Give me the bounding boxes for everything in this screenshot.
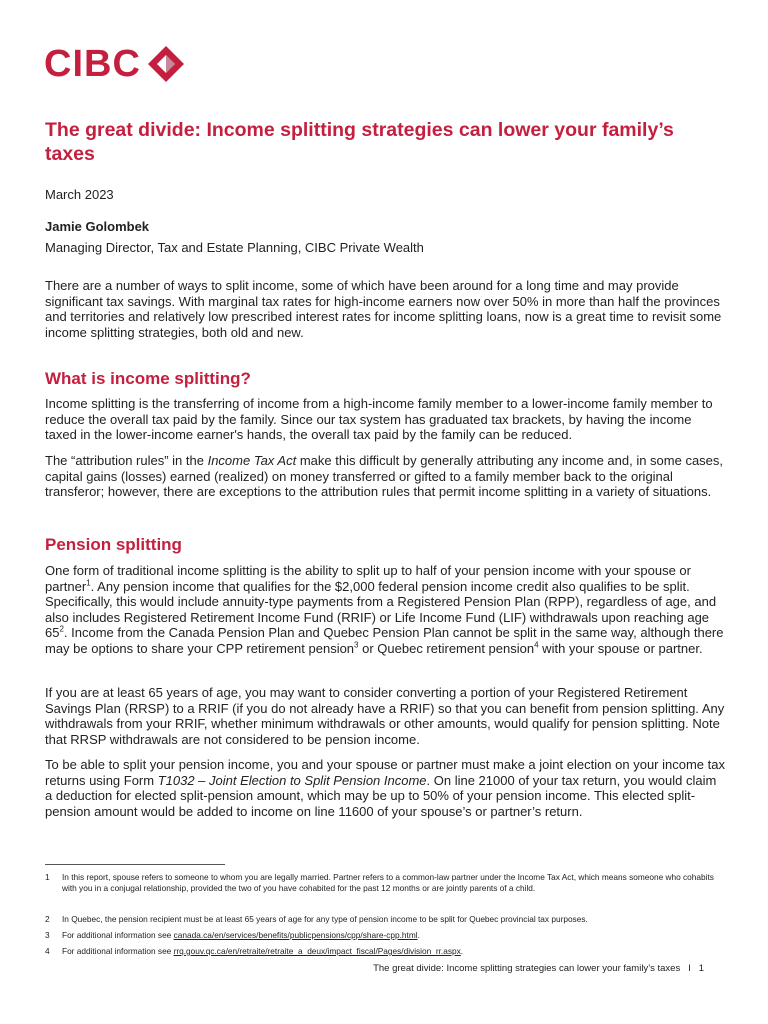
- author-name: Jamie Golombek: [45, 219, 150, 234]
- page-footer: [373, 963, 704, 974]
- author-role: Managing Director, Tax and Estate Planning, CIBC Private Wealth: [45, 240, 424, 255]
- footnote-3: 3 For additional information see canada.ca/en/services/benefits/publicpensions/cpp/share-cpp.html.: [45, 930, 420, 940]
- intro-paragraph: There are a number of ways to split income, some of which have been around for a long time and may provide significant tax savings. With marginal tax rates for high-income earners now over 50% in more than half the provinces and territories and relatively low prescribed interest rates for income splitting loans, now is a great time to revisit some income splitting strategies, both old and new.: [45, 278, 722, 340]
- footnote-2: 2 In Quebec, the pension recipient must be at least 65 years of age for any type of pension income to be split for Quebec provincial tax purposes.: [45, 914, 588, 924]
- section2-paragraph-2: If you are at least 65 years of age, you may want to consider converting a portion of your Registered Retirement Savings Plan (RRSP) to a RRIF (if you do not already have a RRIF) so that you can benefit from pension splitting. Any withdrawals from your RRIF, whether minimum withdrawals or other amounts, would qualify for pension splitting. Note that RRSP withdrawals are not considered to be pension income.: [45, 685, 725, 747]
- section1-paragraph-1: Income splitting is the transferring of income from a high-income family member to a lower-income family member to reduce the overall tax paid by the family. Since our tax system has graduated tax brackets, by having the income taxed in the lower-income earner's hands, the overall tax paid by the family can be reduced.: [45, 396, 713, 442]
- cibc-logo: [44, 44, 188, 84]
- cpp-share-link[interactable]: canada.ca/en/services/benefits/publicpensions/cpp/share-cpp.html: [173, 930, 418, 940]
- footnote-1: 1 In this report, spouse refers to someone to whom you are legally married. Partner refers to a common-law partner under the Income Tax Act, which means someone who cohabits with you in a conjugal relationship, provided the two of you have cohabited for the past 12 months or are jointly parents of a child.: [45, 872, 714, 893]
- footer-separator: I: [688, 963, 691, 974]
- rrq-pension-link[interactable]: rrq.gouv.qc.ca/en/retraite/retraite_a_deux/impact_fiscal/Pages/division_rr.aspx: [173, 946, 461, 956]
- publication-date: March 2023: [45, 187, 114, 202]
- document-title: The great divide: Income splitting strategies can lower your family’s taxes: [45, 119, 674, 165]
- section-heading-income-splitting: What is income splitting?: [45, 369, 251, 388]
- section2-paragraph-3: To be able to split your pension income, you and your spouse or partner must make a joint election on your income tax returns using Form T1032 – Joint Election to Split Pension Income. On line 21000 of your tax return, you would claim a deduction for elected split-pension amount, which may be up to 50% of your pension income. This elected split-pension amount would be added to income on line 11600 of your spouse’s or partner’s return.: [45, 757, 725, 819]
- footnote-divider: [45, 864, 225, 865]
- section1-paragraph-2: The “attribution rules” in the Income Tax Act make this difficult by generally attributing any income and, in some cases, capital gains (losses) earned (realized) on money transferred or gifted to a family member back to the original transferor; however, there are exceptions to the attribution rules that permit income splitting in a variety of situations.: [45, 453, 724, 499]
- page-number: 1: [698, 963, 704, 974]
- footer-title: The great divide: Income splitting strategies can lower your family’s taxes: [373, 963, 681, 974]
- section2-paragraph-1: One form of traditional income splitting is the ability to split up to half of your pension income with your spouse or partner$^1$. Any pension income that qualifies for the $2,000 federal pension income credit also qualifies to be split. Specifically, this would include annuity-type payments from a Registered Pension Plan (RPP), regardless of age, and also includes Registered Retirement Income Fund (RRIF) or Life Income Fund (LIF) withdrawals upon reaching age $65^2$. Income from the Canada Pension Plan and Quebec Pension Plan cannot be split in the same way, although there may be options to share your CPP retirement pension$^3$ or Quebec retirement pension$^4$ with your spouse or partner.: [45, 563, 724, 656]
- form-name: T1032 – Joint Election to Split Pension Income: [157, 772, 427, 788]
- cibc-diamond-icon: [144, 44, 188, 84]
- footnote-4: 4 For additional information see rrq.gouv.qc.ca/en/retraite/retraite_a_deux/impact_fiscal/Pages/division_rr.aspx.: [45, 946, 464, 956]
- section-heading-pension-splitting: Pension splitting: [45, 535, 182, 554]
- act-name: Income Tax Act: [207, 453, 297, 468]
- logo-wordmark: CIBC: [44, 43, 141, 85]
